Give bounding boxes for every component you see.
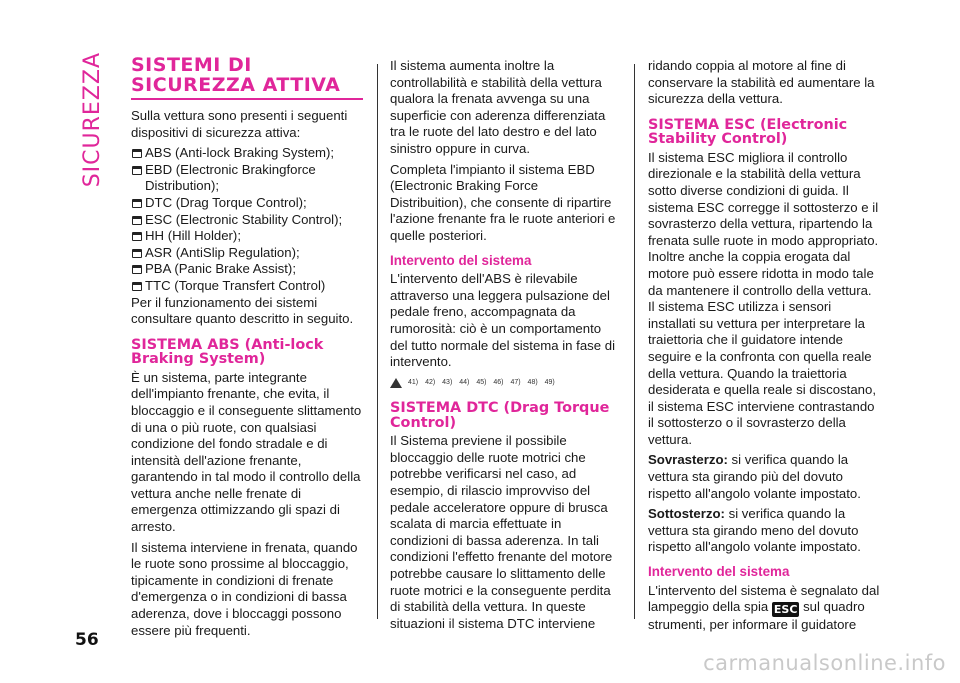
column-divider bbox=[377, 64, 378, 619]
warning-references bbox=[390, 375, 618, 392]
paragraph: Il sistema aumenta inoltre la controllabilità e stabilità della vettura qualora la frenata avvenga su una superficie con aderenza differenziata tra le ruote del lato destro e del lato sinistro oppure in curva. bbox=[390, 58, 606, 156]
page-title-line-1: SISTEMI DI bbox=[131, 54, 252, 76]
warning-ref[interactable]: 48) bbox=[527, 378, 538, 386]
list-item: HH (Hill Holder); bbox=[131, 228, 363, 245]
dtc-heading: SISTEMA DTC (Drag Torque Control) bbox=[390, 400, 610, 431]
column-2 bbox=[390, 58, 618, 636]
paragraph: Completa l'impianto il sistema EBD (Electronic Braking Force Distribuition), che consente di ripartire l'azione frenante fra le ruote anteriori e quelle posteriori. bbox=[390, 161, 616, 243]
outro-paragraph: Per il funzionamento dei sistemi consultare quanto descritto in seguito. bbox=[131, 294, 354, 327]
intervento-heading: Intervento del sistema bbox=[390, 252, 532, 268]
column-divider bbox=[634, 64, 635, 619]
system-list bbox=[131, 145, 363, 294]
esc-warning-light-icon: ESC bbox=[773, 603, 798, 617]
warning-triangle-icon bbox=[390, 378, 402, 388]
warning-ref[interactable]: 44) bbox=[459, 378, 470, 386]
list-item: PBA (Panic Brake Assist); bbox=[131, 261, 363, 278]
list-item: ASR (AntiSlip Regulation); bbox=[131, 245, 363, 262]
list-item: DTC (Drag Torque Control); bbox=[131, 195, 363, 212]
warning-ref[interactable]: 47) bbox=[510, 378, 521, 386]
abs-paragraph-1: È un sistema, parte integrante dell'impianto frenante, che evita, il bloccaggio e il conseguente slittamento di una o più ruote, con qualsiasi condizione del fondo stradale e di intensità dell'azione frenante, garantendo in tal modo il controllo della vettura anche nelle frenate di emergenza ottimizzando gli spazi di arresto. bbox=[131, 369, 362, 535]
column-3 bbox=[648, 58, 880, 638]
paragraph: ridando coppia al motore al fine di conservare la stabilità ed aumentare la sicurezza della vettura. bbox=[648, 58, 875, 107]
list-item: EBD (Electronic Brakingforce Distribution); bbox=[131, 162, 363, 195]
sovrasterzo-label: Sovrasterzo: bbox=[648, 452, 728, 468]
sottosterzo-text: si verifica quando la vettura sta girando meno del dovuto rispetto all'angolo volante impostato. bbox=[648, 506, 861, 555]
sovrasterzo-text: si verifica quando la vettura sta girando più del dovuto rispetto all'angolo volante impostato. bbox=[648, 452, 861, 501]
text-span: sul quadro strumenti, per informare il guidatore bbox=[648, 599, 865, 633]
sottosterzo-label: Sottosterzo: bbox=[648, 506, 725, 522]
text-span: L'intervento del sistema è segnalato dal lampeggio della spia bbox=[648, 582, 880, 615]
page-title bbox=[131, 55, 363, 100]
list-item: ABS (Anti-lock Braking System); bbox=[131, 145, 363, 162]
warning-ref[interactable]: 49) bbox=[544, 378, 555, 386]
warning-ref[interactable]: 41) bbox=[408, 378, 419, 386]
warning-ref[interactable]: 46) bbox=[493, 378, 504, 386]
list-item: TTC (Torque Transfert Control) bbox=[131, 278, 363, 295]
section-side-label: SICUREZZA bbox=[80, 52, 105, 188]
abs-paragraph-2: Il sistema interviene in frenata, quando le ruote sono prossime al bloccaggio, tipicamente in condizioni di frenate d'emergenza o in condizioni di bassa aderenza, dove i bloccaggi possono essere più frequenti. bbox=[131, 539, 358, 638]
warning-ref[interactable]: 43) bbox=[442, 378, 453, 386]
column-1 bbox=[131, 55, 363, 643]
sottosterzo-paragraph bbox=[648, 506, 880, 556]
list-item: ESC (Electronic Stability Control); bbox=[131, 212, 363, 229]
intro-paragraph: Sulla vettura sono presenti i seguenti dispositivi di sicurezza attiva: bbox=[131, 108, 348, 140]
page-number: 56 bbox=[75, 630, 99, 650]
watermark: carmanualsonline.info bbox=[703, 651, 946, 675]
warning-ref[interactable]: 45) bbox=[476, 378, 487, 386]
intervento-heading: Intervento del sistema bbox=[648, 564, 790, 580]
abs-heading: SISTEMA ABS (Anti-lock Braking System) bbox=[131, 336, 324, 368]
paragraph: Il sistema ESC migliora il controllo direzionale e la stabilità della vettura sotto diverse condizioni di guida. Il sistema ESC corregge il sottosterzo e il sovrasterzo della vettura, ripartendo la frenata sulle ruote in modo appropriato. Inoltre anche la coppia erogata dal motore può essere ridotta in modo tale da mantenere il controllo della vettura. Il sistema ESC utilizza i sensori installati su vettura per interpretare la traiettoria che il guidatore intende seguire e la confronta con quella reale della vettura. Quando la traiettoria desiderata e quella reale si discostano, il sistema ESC interviene contrastando il sottosterzo o il sovrasterzo della vettura. bbox=[648, 149, 879, 447]
paragraph: Il Sistema previene il possibile bloccaggio delle ruote motrici che potrebbe verificarsi nel caso, ad esempio, di rilascio improvviso del pedale acceleratore oppure di brusca scalata di marcia effettuate in condizioni di bassa aderenza. In tali condizioni l'effetto frenante del motore potrebbe causare lo slittamento delle ruote motrici e la conseguente perdita di stabilità della vettura. In queste situazioni il sistema DTC interviene bbox=[390, 433, 613, 631]
page-title-line-2: SICUREZZA ATTIVA bbox=[131, 74, 341, 96]
paragraph: L'intervento dell'ABS è rilevabile attraverso una leggera pulsazione del pedale freno, accompagnata da rumorosità: ciò è un comportamento del tutto normale del sistema in fase di intervento. bbox=[390, 271, 616, 370]
warning-ref[interactable]: 42) bbox=[425, 378, 436, 386]
sovrasterzo-paragraph bbox=[648, 452, 880, 502]
esc-heading: SISTEMA ESC (Electronic Stability Control) bbox=[648, 116, 848, 148]
paragraph bbox=[648, 583, 880, 634]
